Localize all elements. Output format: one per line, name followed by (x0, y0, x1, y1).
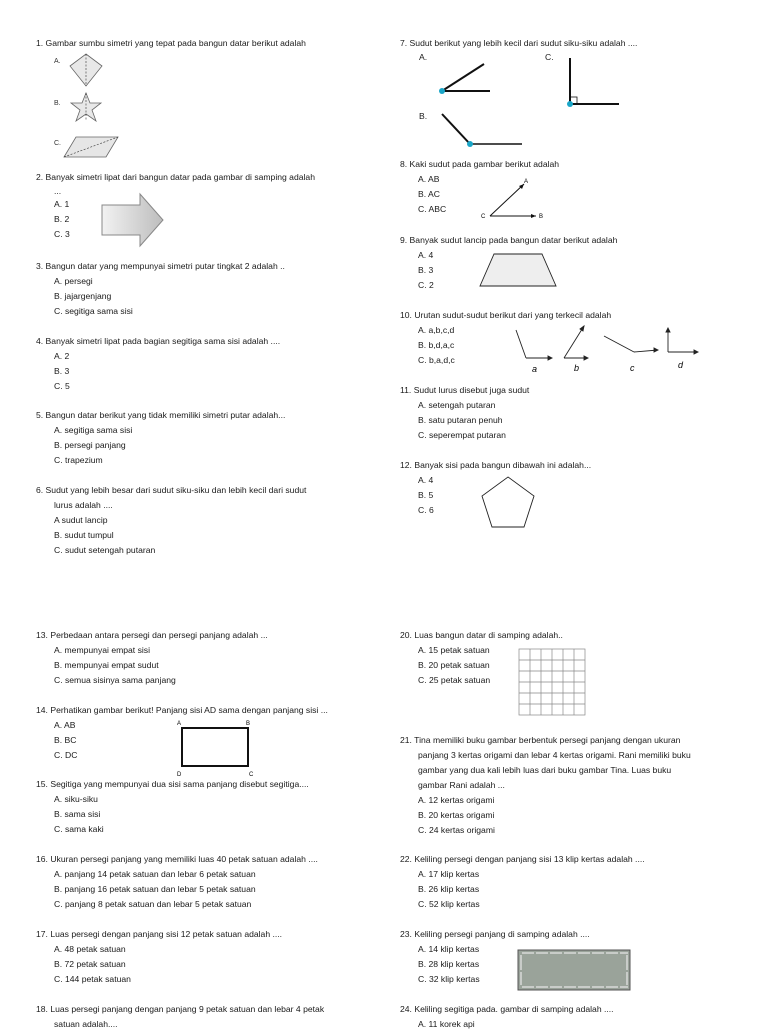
q11-option-c: C. seperempat putaran (418, 430, 506, 440)
q6-option-b: B. sudut tumpul (54, 530, 114, 540)
q11-option-a: A. setengah putaran (418, 400, 496, 410)
q1-parallelogram-figure (62, 134, 120, 160)
question-14-stem: 14. Perhatikan gambar berikut! Panjang sisi AD sama dengan panjang sisi ... (36, 705, 328, 715)
question-2-stem: 2. Banyak simetri lipat dari bangun datar pada gambar di samping adalah (36, 172, 315, 182)
question-22-stem: 22. Keliling persegi dengan panjang sisi 13 klip kertas adalah .... (400, 854, 645, 864)
question-4 (36, 334, 280, 394)
q12-option-a: A. 4 (418, 475, 434, 485)
q23-option-b: B. 28 klip kertas (418, 959, 480, 969)
question-3-stem: 3. Bangun datar yang mempunyai simetri putar tingkat 2 adalah .. (36, 261, 285, 271)
question-21-stem-3: gambar yang dua kali lebih luas dari buku gambar Tina. Luas buku (418, 765, 672, 775)
q14-corner-a: A (177, 721, 182, 727)
q2-option-b: B. 2 (54, 214, 70, 224)
q1-kite-figure (66, 52, 106, 88)
question-11 (400, 383, 529, 443)
question-6 (36, 483, 306, 558)
question-23-stem: 23. Keliling persegi panjang di samping adalah .... (400, 929, 590, 939)
q1-label-c: C. (54, 140, 61, 147)
question-18 (36, 1002, 324, 1032)
question-7 (400, 36, 637, 51)
q12-option-c: C. 6 (418, 505, 434, 515)
question-18-stem-cont: satuan adalah.... (54, 1019, 118, 1029)
question-9-stem: 9. Banyak sudut lancip pada bangun datar berikut adalah (400, 235, 618, 245)
question-22 (400, 852, 645, 912)
q7-label-c: C. (545, 52, 554, 62)
q8-option-c: C. ABC (418, 204, 447, 214)
q14-option-b: B. BC (54, 735, 77, 745)
q14-option-a: A. AB (54, 720, 76, 730)
q12-pentagon-figure (478, 474, 538, 530)
q7-angle-b-figure (436, 112, 526, 152)
q2-option-a: A. 1 (54, 199, 70, 209)
question-3 (36, 259, 285, 319)
q3-option-b: B. jajargenjang (54, 291, 112, 301)
question-16-stem: 16. Ukuran persegi panjang yang memiliki luas 40 petak satuan adalah .... (36, 854, 318, 864)
q22-option-b: B. 26 klip kertas (418, 884, 480, 894)
q15-option-b: B. sama sisi (54, 809, 101, 819)
question-15 (36, 777, 309, 837)
q5-option-c: C. trapezium (54, 455, 103, 465)
q21-option-a: A. 12 kertas origami (418, 795, 495, 805)
q20-option-b: B. 20 petak satuan (418, 660, 490, 670)
q17-option-a: A. 48 petak satuan (54, 944, 126, 954)
q10-letter-c: c (630, 363, 635, 373)
q3-option-a: A. persegi (54, 276, 93, 286)
q10-letter-d: d (678, 360, 684, 370)
q23-paperclip-rectangle-figure (514, 946, 634, 994)
q1-star-figure (70, 92, 102, 122)
question-6-stem-cont: lurus adalah .... (54, 500, 113, 510)
q14-corner-b: B (246, 721, 251, 727)
q20-grid-figure (518, 648, 586, 718)
q17-option-c: C. 144 petak satuan (54, 974, 131, 984)
q8-point-b: B (539, 214, 544, 220)
q23-option-c: C. 32 klip kertas (418, 974, 480, 984)
q2-option-c: C. 3 (54, 229, 70, 239)
q20-option-a: A. 15 petak satuan (418, 645, 490, 655)
question-1 (36, 36, 306, 51)
question-15-stem: 15. Segitiga yang mempunyai dua sisi sama panjang disebut segitiga.... (36, 779, 309, 789)
question-5-stem: 5. Bangun datar berikut yang tidak memiliki simetri putar adalah... (36, 410, 286, 420)
q2-arrow-figure (100, 192, 166, 248)
q9-trapezoid-figure (476, 250, 560, 290)
question-24-stem: 24. Keliling segitiga pada. gambar di samping adalah .... (400, 1004, 614, 1014)
q15-option-a: A. siku-siku (54, 794, 98, 804)
question-4-stem: 4. Banyak simetri lipat pada bagian segitiga sama sisi adalah .... (36, 336, 281, 346)
q10-angles-figure (508, 320, 704, 376)
q13-option-c: C. semua sisinya sama panjang (54, 675, 176, 685)
q17-option-b: B. 72 petak satuan (54, 959, 126, 969)
q5-option-a: A. segitiga sama sisi (54, 425, 133, 435)
question-13-stem: 13. Perbedaan antara persegi dan persegi panjang adalah ... (36, 630, 268, 640)
question-16 (36, 852, 318, 912)
q21-option-b: B. 20 kertas origami (418, 810, 495, 820)
q22-option-a: A. 17 klip kertas (418, 869, 480, 879)
q1-label-b: B. (54, 100, 61, 107)
q11-option-b: B. satu putaran penuh (418, 415, 503, 425)
q7-angle-a-figure (436, 60, 496, 100)
q10-option-c: C. b,a,d,c (418, 355, 455, 365)
q7-label-b: B. (419, 111, 428, 121)
q22-option-c: C. 52 klip kertas (418, 899, 480, 909)
q16-option-a: A. panjang 14 petak satuan dan lebar 6 petak satuan (54, 869, 256, 879)
question-21-stem-4: gambar Rani adalah ... (418, 780, 505, 790)
question-24 (400, 1002, 614, 1032)
question-13 (36, 628, 268, 688)
q9-option-a: A. 4 (418, 250, 434, 260)
q14-corner-c: C (249, 772, 254, 778)
q4-option-a: A. 2 (54, 351, 70, 361)
q10-letter-b: b (574, 363, 580, 373)
q4-option-c: C. 5 (54, 381, 70, 391)
q9-option-b: B. 3 (418, 265, 434, 275)
q14-corner-d: D (177, 772, 182, 778)
question-20-stem: 20. Luas bangun datar di samping adalah.. (400, 630, 563, 640)
question-21-stem-2: panjang 3 kertas origami dan lebar 4 kertas origami. Rani memiliki buku (418, 750, 691, 760)
q6-option-a: A sudut lancip (54, 515, 108, 525)
q21-option-c: C. 24 kertas origami (418, 825, 495, 835)
q1-label-a: A. (54, 58, 61, 65)
question-10-stem: 10. Urutan sudut-sudut berikut dari yang terkecil adalah (400, 310, 612, 320)
q23-option-a: A. 14 klip kertas (418, 944, 480, 954)
question-12-stem: 12. Banyak sisi pada bangun dibawah ini adalah... (400, 460, 592, 470)
question-1-stem: 1. Gambar sumbu simetri yang tepat pada bangun datar berikut adalah (36, 38, 306, 48)
q16-option-c: C. panjang 8 petak satuan dan lebar 5 petak satuan (54, 899, 252, 909)
question-5 (36, 408, 285, 468)
question-17-stem: 17. Luas persegi dengan panjang sisi 12 petak satuan adalah .... (36, 929, 283, 939)
q8-option-b: B. AC (418, 189, 440, 199)
q14-rectangle-figure (172, 716, 262, 778)
q8-point-c: C (481, 214, 486, 220)
q20-option-c: C. 25 petak satuan (418, 675, 491, 685)
q24-option-a: A. 11 korek api (418, 1019, 475, 1029)
q13-option-b: B. mempunyai empat sudut (54, 660, 159, 670)
question-18-stem: 18. Luas persegi panjang dengan panjang 9 petak satuan dan lebar 4 petak (36, 1004, 325, 1014)
q7-angle-c-figure (562, 54, 622, 110)
q14-option-c: C. DC (54, 750, 78, 760)
q5-option-b: B. persegi panjang (54, 440, 126, 450)
q8-angle-figure (478, 174, 550, 224)
q10-option-a: A. a,b,c,d (418, 325, 455, 335)
question-6-stem: 6. Sudut yang lebih besar dari sudut siku-siku dan lebih kecil dari sudut (36, 485, 307, 495)
q15-option-c: C. sama kaki (54, 824, 104, 834)
q8-option-a: A. AB (418, 174, 440, 184)
q12-option-b: B. 5 (418, 490, 434, 500)
question-21 (400, 733, 691, 838)
q8-point-a: A (524, 179, 529, 185)
question-21-stem: 21. Tina memiliki buku gambar berbentuk persegi panjang dengan ukuran (400, 735, 681, 745)
question-17 (36, 927, 282, 987)
q13-option-a: A. mempunyai empat sisi (54, 645, 150, 655)
question-8-stem: 8. Kaki sudut pada gambar berikut adalah (400, 159, 560, 169)
q6-option-c: C. sudut setengah putaran (54, 545, 156, 555)
q9-option-c: C. 2 (418, 280, 434, 290)
question-2 (36, 170, 315, 242)
question-2-stem-cont: ... (54, 186, 62, 196)
q7-label-a: A. (419, 52, 428, 62)
question-7-stem: 7. Sudut berikut yang lebih kecil dari sudut siku-siku adalah .... (400, 38, 638, 48)
q16-option-b: B. panjang 16 petak satuan dan lebar 5 petak satuan (54, 884, 256, 894)
q3-option-c: C. segitiga sama sisi (54, 306, 133, 316)
q10-option-b: B. b,d,a,c (418, 340, 455, 350)
question-11-stem: 11. Sudut lurus disebut juga sudut (400, 385, 530, 395)
q4-option-b: B. 3 (54, 366, 70, 376)
q10-letter-a: a (532, 364, 538, 374)
